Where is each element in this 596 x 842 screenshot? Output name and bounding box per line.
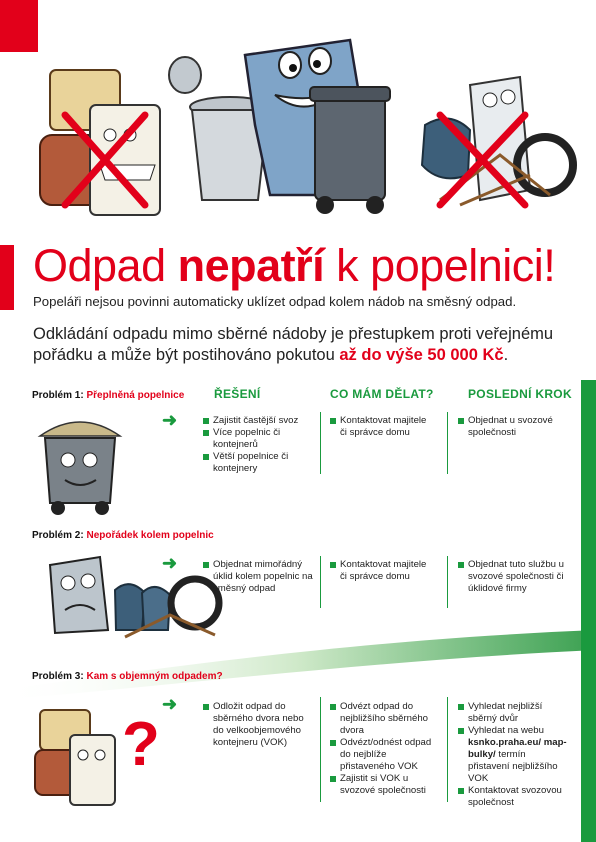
list-item: Odvézt/odnést odpad do nejblíže přistaveného VOK (330, 737, 442, 773)
title-accent-bar (0, 245, 14, 310)
problem-1-last-step (458, 415, 568, 439)
mess-around-bin-illustration (30, 545, 230, 645)
problem-3-last-step (458, 701, 568, 809)
problem-1-solution (203, 415, 315, 475)
problem-2-what-to-do (330, 559, 435, 583)
question-mark-icon: ? (122, 710, 160, 779)
divider (320, 697, 321, 802)
problem-3-solution (203, 701, 315, 749)
arrow-right-icon: ➜ (162, 410, 178, 430)
subtitle: Popeláři nejsou povinni automaticky uklízet odpad kolem nádob na směsný odpad. (33, 294, 517, 309)
list-item: Odložit odpad do sběrného dvora nebo do velkoobjemového kontejneru (VOK) (203, 701, 315, 749)
list-item: Více popelnic či kontejnerů (203, 427, 315, 451)
problem-2-solution (203, 559, 315, 595)
list-item: Kontaktovat majitele či správce domu (330, 415, 435, 439)
problem-2-heading: Problém 2: Nepořádek kolem popelnic (32, 530, 214, 541)
trash-bins-illustration (169, 40, 390, 214)
list-item: Větší popelnice či kontejnery (203, 451, 315, 475)
list-item: Zajistit si VOK u svozové společnosti (330, 773, 442, 797)
web-link[interactable]: ksnko.praha.eu/ map-bulky/ (468, 737, 567, 760)
divider (447, 412, 448, 474)
problem-3-heading: Problém 3: Kam s objemným odpadem? (32, 671, 223, 682)
arrow-right-icon: ➜ (162, 553, 178, 573)
column-header-last-step: POSLEDNÍ KROK (468, 387, 572, 401)
divider (447, 697, 448, 802)
problem-2-last-step (458, 559, 568, 595)
bulky-waste-question-illustration (30, 690, 170, 810)
arrow-right-icon: ➜ (162, 694, 178, 714)
fine-warning: Odkládání odpadu mimo sběrné nádoby je přestupkem proti veřejnému pořádku a může být postihováno pokutou až do výše 50 000 Kč. (33, 325, 554, 364)
list-item: Vyhledat nejbližší sběrný dvůr (458, 701, 568, 725)
overflowing-bin-illustration (30, 408, 130, 518)
list-item: Kontaktovat majitele či správce domu (330, 559, 435, 583)
green-side-bar (581, 380, 596, 842)
column-header-solution: ŘEŠENÍ (214, 387, 261, 401)
problem-3-what-to-do (330, 701, 442, 797)
list-item: Vyhledat na webu ksnko.praha.eu/ map-bulky/ termín přistavení nejbližšího VOK (458, 725, 568, 785)
list-item: Kontaktovat svozovou společnost (458, 785, 568, 809)
hero-illustration (30, 15, 590, 235)
divider (447, 556, 448, 608)
column-header-what-to-do: CO MÁM DĚLAT? (330, 387, 434, 401)
list-item: Objednat tuto službu u svozové společnosti či úklidové firmy (458, 559, 568, 595)
list-item: Odvézt odpad do nejbližšího sběrného dvora (330, 701, 442, 737)
list-item: Objednat u svozové společnosti (458, 415, 568, 439)
list-item: Zajistit častější svoz (203, 415, 315, 427)
problem-1-what-to-do (330, 415, 435, 439)
list-item: Objednat mimořádný úklid kolem popelnic na směsný odpad (203, 559, 315, 595)
page-title: Odpad nepatří k popelnici! (33, 240, 556, 291)
furniture-pile-illustration (40, 70, 160, 215)
divider (320, 412, 321, 474)
problem-1-heading: Problém 1: Přeplněná popelnice (32, 390, 185, 401)
divider (320, 556, 321, 608)
